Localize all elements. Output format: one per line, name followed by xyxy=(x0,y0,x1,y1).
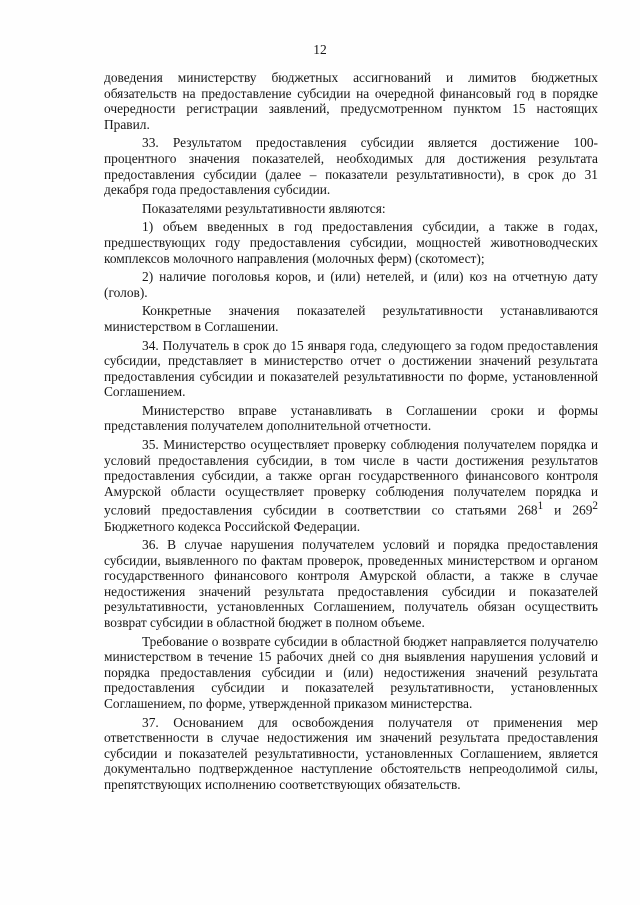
paragraph-specific-values: Конкретные значения показателей результативности устанавливаются министерством в Соглашении. xyxy=(104,303,598,334)
paragraph-refund-requirement: Требование о возврате субсидии в областной бюджет направляется получателю министерством в течение 15 рабочих дней со дня выявления нарушения условий и порядка предоставления субсидии и (или) недостижения значений результата предоставления субсидии и показателей результативности, установленных Соглашением, по форме, утвержденной приказом министерства. xyxy=(104,633,598,712)
paragraph-indicator-2: 2) наличие поголовья коров, и (или) нетелей, и (или) коз на отчетную дату (голов). xyxy=(104,269,598,300)
paragraph-35-text: 35. Министерство осуществляет проверку соблюдения получателем порядка и условий предоставления субсидии, в том числе в части достижения результатов предоставления субсидии, а также орган государственного финансового контроля Амурской области осуществляет проверку соблюдения получателем порядка и условий предоставления субсидии в соответствии со статьями 268 xyxy=(104,437,598,518)
superscript-1: 1 xyxy=(537,500,544,513)
paragraph-37: 37. Основанием для освобождения получателя от применения мер ответственности в случае недостижения им значений результата предоставления субсидии и показателей результативности, установленных Соглашением, является документально подтвержденное наступление обстоятельств непреодолимой силы, препятствующих исполнению соответствующих обязательств. xyxy=(104,714,598,792)
paragraph-continuation: доведения министерству бюджетных ассигнований и лимитов бюджетных обязательств на предоставление субсидии на очередной финансовый год в порядке очередности регистрации заявлений, предусмотренном пунктом 15 настоящих Правил. xyxy=(104,70,598,132)
paragraph-35-mid: и 269 xyxy=(543,502,593,518)
superscript-2: 2 xyxy=(592,500,598,513)
paragraph-35 xyxy=(104,437,598,534)
paragraph-indicators-intro: Показателями результативности являются: xyxy=(142,200,386,216)
paragraph-indicator-1: 1) объем введенных в год предоставления субсидии, а также в годах, предшествующих году предоставления субсидии, мощностей животноводческих комплексов молочного направления (молочных ферм) (скотомест); xyxy=(104,219,598,266)
paragraph-36: 36. В случае нарушения получателем условий и порядка предоставления субсидии, выявленного по фактам проверок, проведенных министерством и органом государственного финансового контроля Амурской области, а также в случае недостижения значений результата предоставления субсидии и показателей результативности, установленных Соглашением, получатель обязан осуществить возврат субсидии в областной бюджет в полном объеме. xyxy=(104,537,598,631)
document-body xyxy=(104,70,598,796)
paragraph-35-tail: Бюджетного кодекса Российской Федерации. xyxy=(104,518,361,534)
paragraph-34: 34. Получатель в срок до 15 января года, следующего за годом предоставления субсидии, представляет в министерство отчет о достижении значений результата предоставления субсидии и показателей результативности по форме, установленной Соглашением. xyxy=(104,337,598,400)
paragraph-33: 33. Результатом предоставления субсидии является достижение 100-процентного значения показателей, необходимых для достижения результата предоставления субсидии (далее – показатели результативности), в срок до 31 декабря года предоставления субсидии. xyxy=(104,135,598,198)
page-number: 12 xyxy=(313,42,327,57)
paragraph-additional-reporting: Министерство вправе устанавливать в Соглашении сроки и формы представления получателем дополнительной отчетности. xyxy=(104,402,598,434)
